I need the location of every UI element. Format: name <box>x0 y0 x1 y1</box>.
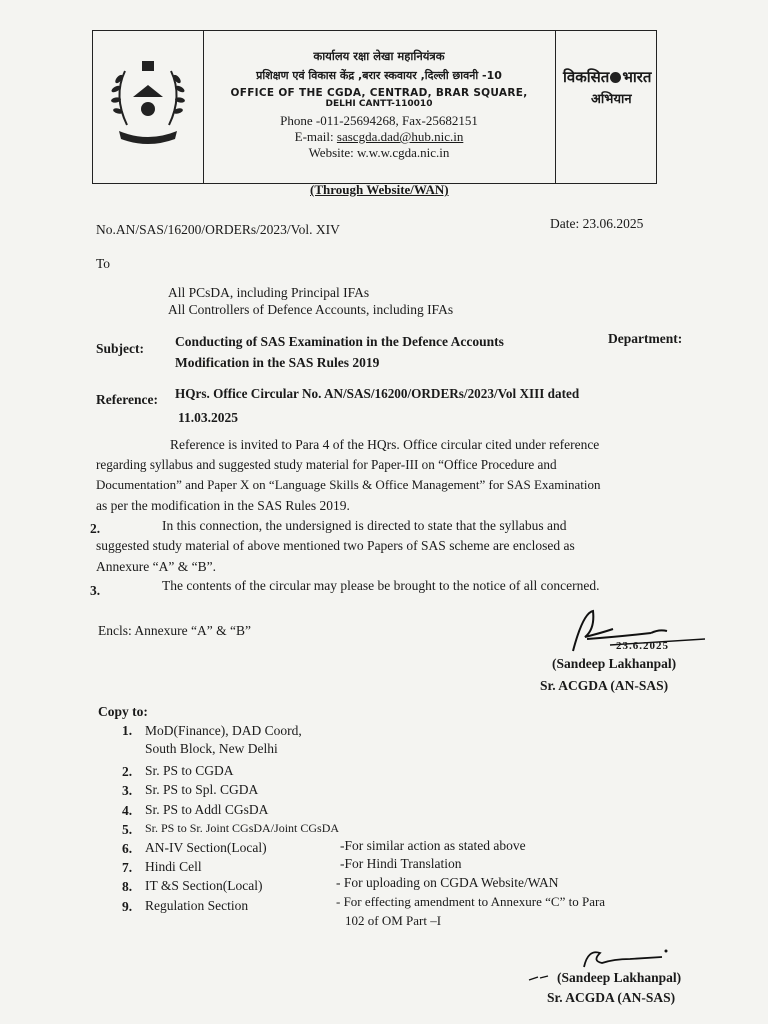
copy-item-note: - For effecting amendment to Annexure “C” to Para <box>336 894 606 909</box>
para1-line-3: Documentation” and Paper X on “Language Skills & Office Management” for SAS Examination <box>96 477 601 492</box>
badge-word-abhiyan: अभियान <box>591 92 632 107</box>
copy-item-number: 7. <box>122 860 133 875</box>
hindi-office-address: प्रशिक्षण एवं विकास केंद्र ,बरार स्कवायर ,दिल्ली छावनी -10 <box>256 69 502 82</box>
badge-top <box>563 67 653 87</box>
office-website[interactable]: Website: w.w.w.cgda.nic.in <box>308 145 450 160</box>
office-city: DELHI CANTT-110010 <box>325 99 433 109</box>
letterhead-divider <box>555 31 556 183</box>
through-website-note: (Through Website/WAN) <box>310 182 449 197</box>
subject-line-1: Conducting of SAS Examination in the Defence Accounts <box>175 334 504 349</box>
copy-item-number: 2. <box>122 764 133 779</box>
letter-date: Date: 23.06.2025 <box>550 216 644 231</box>
copy-item-text: IT &S Section(Local) <box>145 878 263 893</box>
reference-label: Reference: <box>96 392 158 407</box>
email-label: E-mail: <box>294 129 337 144</box>
para3-number: 3. <box>90 583 101 598</box>
para2-line-2: suggested study material of above mentioned two Papers of SAS scheme are enclosed as <box>96 538 575 553</box>
para2-line-1: In this connection, the undersigned is directed to state that the syllabus and <box>162 518 567 533</box>
addressee-2: All Controllers of Defence Accounts, including IFAs <box>168 302 454 317</box>
copy-item-note-2: 102 of OM Part –I <box>345 913 442 928</box>
signature-2-designation: Sr. ACGDA (AN-SAS) <box>547 990 676 1005</box>
copy-item-note: - For uploading on CGDA Website/WAN <box>336 875 559 890</box>
copy-item-note: -For Hindi Translation <box>340 856 462 871</box>
subject-department: Department: <box>608 331 683 346</box>
office-email-line <box>205 129 553 145</box>
signature-1-designation: Sr. ACGDA (AN-SAS) <box>540 678 669 693</box>
subject-line-2: Modification in the SAS Rules 2019 <box>175 355 380 370</box>
copy-item-text: Sr. PS to Spl. CGDA <box>145 782 259 797</box>
enclosures: Encls: Annexure “A” & “B” <box>98 623 251 638</box>
letterhead-divider <box>203 31 204 183</box>
copy-item-number: 3. <box>122 783 133 798</box>
copy-item-number: 8. <box>122 879 133 894</box>
office-name: OFFICE OF THE CGDA, CENTRAD, BRAR SQUARE, <box>230 87 528 99</box>
copy-item-text-2: South Block, New Delhi <box>145 741 278 756</box>
reference-line-1: HQrs. Office Circular No. AN/SAS/16200/ORDERs/2023/Vol XIII dated <box>175 386 580 401</box>
to-label: To <box>96 256 111 271</box>
addressee-1: All PCsDA, including Principal IFAs <box>168 285 370 300</box>
para3-text: The contents of the circular may please be brought to the notice of all concerned. <box>162 578 600 593</box>
copy-item-text: Sr. PS to Sr. Joint CGsDA/Joint CGsDA <box>145 821 340 835</box>
copy-item-text: Sr. PS to CGDA <box>145 763 234 778</box>
letterhead-text <box>205 39 553 161</box>
badge-dot-icon <box>610 72 621 83</box>
badge-word-bharat: भारत <box>622 68 652 86</box>
subject-label: Subject: <box>96 341 144 356</box>
copy-item-text: Hindi Cell <box>145 859 202 874</box>
para1-line-2: regarding syllabus and suggested study material for Paper-III on “Office Procedure and <box>96 457 557 472</box>
reference-line-2: 11.03.2025 <box>178 410 239 425</box>
signature-1-date: 23.6.2025 <box>616 640 669 652</box>
copy-item-text: Sr. PS to Addl CGsDA <box>145 802 269 817</box>
para2-line-3: Annexure “A” & “B”. <box>96 559 216 574</box>
office-phone: Phone -011-25694268, Fax-25682151 <box>280 113 478 128</box>
copy-item-note: -For similar action as stated above <box>340 838 526 853</box>
office-email[interactable]: sascgda.dad@hub.nic.in <box>336 129 464 144</box>
hindi-office-title: कार्यालय रक्षा लेखा महानियंत्रक <box>313 49 445 63</box>
signature-2-name: (Sandeep Lakhanpal) <box>557 970 682 985</box>
letterhead <box>92 30 657 184</box>
para1-line-1: Reference is invited to Para 4 of the HQrs. Office circular cited under reference <box>170 437 600 452</box>
copy-item-number: 1. <box>122 723 133 738</box>
copy-item-text: AN-IV Section(Local) <box>145 840 267 855</box>
signature-2-icon <box>578 945 674 973</box>
badge-word-viksit: विकसित <box>563 68 610 86</box>
cgda-emblem-icon <box>105 51 191 149</box>
para1-line-4: as per the modification in the SAS Rules 2019. <box>96 498 350 513</box>
copy-item-number: 9. <box>122 899 133 914</box>
viksit-bharat-badge <box>563 67 653 107</box>
signature-1-name: (Sandeep Lakhanpal) <box>552 656 677 671</box>
para2-number: 2. <box>90 521 101 536</box>
copy-item-text: Regulation Section <box>145 898 249 913</box>
copy-item-text: MoD(Finance), DAD Coord, <box>145 723 302 738</box>
copy-item-number: 5. <box>122 822 133 837</box>
copy-item-number: 4. <box>122 803 133 818</box>
reference-number: No.AN/SAS/16200/ORDERs/2023/Vol. XIV <box>96 222 340 237</box>
copy-item-number: 6. <box>122 841 133 856</box>
signature-2-mark-icon <box>528 974 550 982</box>
copy-to-label: Copy to: <box>98 704 148 719</box>
